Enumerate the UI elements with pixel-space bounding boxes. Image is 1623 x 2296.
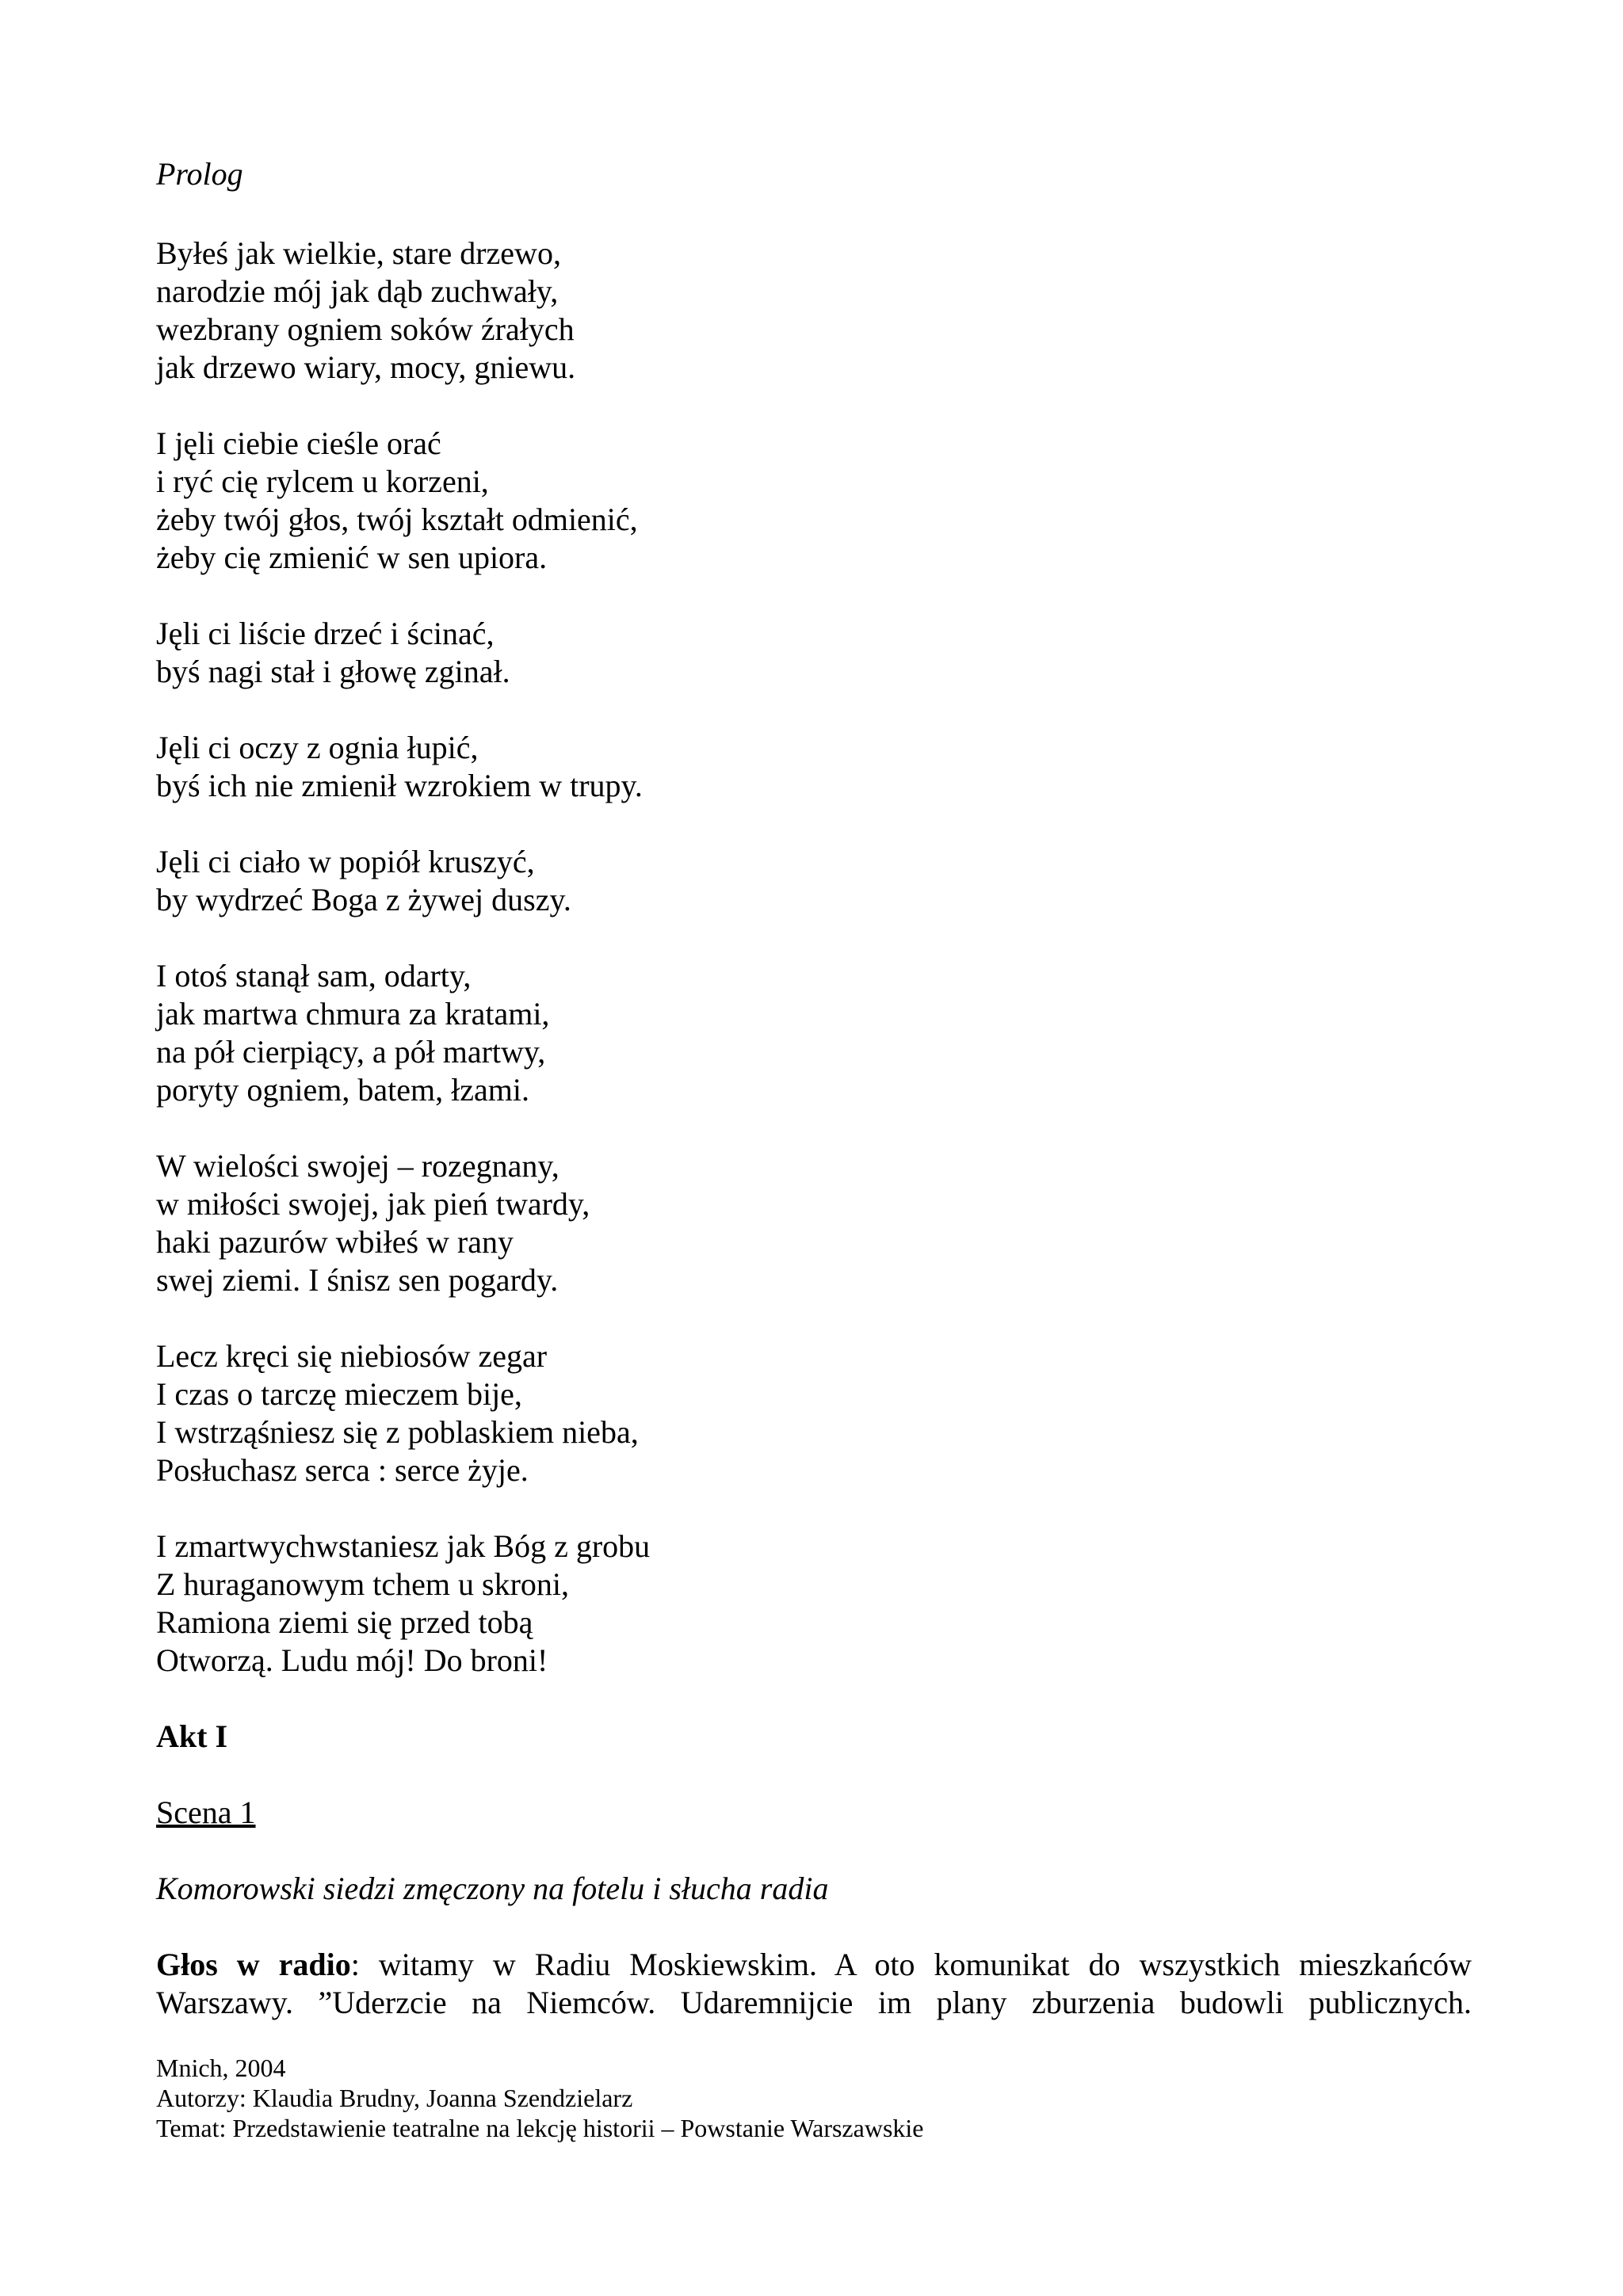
verse-line: I czas o tarczę mieczem bije, <box>156 1376 522 1412</box>
verse-line: Posłuchasz serca : serce żyje. <box>156 1452 529 1488</box>
dialogue-text: : witamy w Radiu Moskiewskim. A oto komunikat do wszystkich mieszkańców Warszawy. ”Uderzcie na Niemców. Udaremnijcie im plany zburzenia budowli publicznych. <box>156 1947 1472 2020</box>
verse-line: W wielości swojej – rozegnany, <box>156 1148 559 1184</box>
dialogue-paragraph <box>156 1946 1472 2022</box>
stanza-7 <box>156 1147 1472 1299</box>
stanza-9 <box>156 1527 1472 1680</box>
footer-line-1: Mnich, 2004 <box>156 2054 286 2082</box>
verse-line: Jęli ci oczy z ognia łupić, <box>156 730 479 765</box>
footer-line-2: Autorzy: Klaudia Brudny, Joanna Szendzielarz <box>156 2084 633 2112</box>
verse-line: jak drzewo wiary, mocy, gniewu. <box>156 349 576 385</box>
document-footer <box>156 2053 1472 2143</box>
stanza-1 <box>156 235 1472 387</box>
stage-direction: Komorowski siedzi zmęczony na fotelu i słucha radia <box>156 1871 829 1906</box>
speaker-name: Głos w radio <box>156 1947 351 1982</box>
verse-line: by wydrzeć Boga z żywej duszy. <box>156 882 571 917</box>
verse-line: haki pazurów wbiłeś w rany <box>156 1224 514 1260</box>
verse-line: I zmartwychwstaniesz jak Bóg z grobu <box>156 1528 651 1564</box>
verse-line: Jęli ci ciało w popiół kruszyć, <box>156 844 535 879</box>
stanza-3 <box>156 615 1472 691</box>
verse-line: I wstrząśniesz się z poblaskiem nieba, <box>156 1414 639 1450</box>
act-title: Akt I <box>156 1718 228 1754</box>
scene-title: Scena 1 <box>156 1794 256 1830</box>
verse-line: swej ziemi. I śnisz sen pogardy. <box>156 1262 559 1298</box>
verse-line: Z huraganowym tchem u skroni, <box>156 1566 569 1602</box>
verse-line: poryty ogniem, batem, łzami. <box>156 1072 529 1108</box>
verse-line: jak martwa chmura za kratami, <box>156 996 550 1032</box>
verse-line: Jęli ci liście drzeć i ścinać, <box>156 616 495 651</box>
verse-line: I otoś stanął sam, odarty, <box>156 958 472 994</box>
stanza-4 <box>156 729 1472 805</box>
verse-line: byś ich nie zmienił wzrokiem w trupy. <box>156 768 643 803</box>
verse-line: byś nagi stał i głowę zginał. <box>156 654 510 689</box>
prolog-heading: Prolog <box>156 156 243 192</box>
stanza-2 <box>156 425 1472 577</box>
verse-line: w miłości swojej, jak pień twardy, <box>156 1186 590 1222</box>
footer-line-3: Temat: Przedstawienie teatralne na lekcję historii – Powstanie Warszawskie <box>156 2114 924 2142</box>
verse-line: Byłeś jak wielkie, stare drzewo, <box>156 235 561 271</box>
verse-line: I jęli ciebie cieśle orać <box>156 425 441 461</box>
document-body <box>156 152 1472 2022</box>
verse-line: Lecz kręci się niebiosów zegar <box>156 1338 548 1374</box>
stanza-6 <box>156 957 1472 1109</box>
verse-line: na pół cierpiący, a pół martwy, <box>156 1034 546 1070</box>
verse-line: Ramiona ziemi się przed tobą <box>156 1604 533 1640</box>
verse-line: wezbrany ogniem soków źrałych <box>156 311 575 347</box>
verse-line: narodzie mój jak dąb zuchwały, <box>156 273 559 309</box>
verse-line: i ryć cię rylcem u korzeni, <box>156 463 489 499</box>
verse-line: żeby cię zmienić w sen upiora. <box>156 540 548 575</box>
stanza-5 <box>156 843 1472 919</box>
stanza-8 <box>156 1337 1472 1489</box>
verse-line: żeby twój głos, twój kształt odmienić, <box>156 502 638 537</box>
verse-line: Otworzą. Ludu mój! Do broni! <box>156 1642 548 1678</box>
